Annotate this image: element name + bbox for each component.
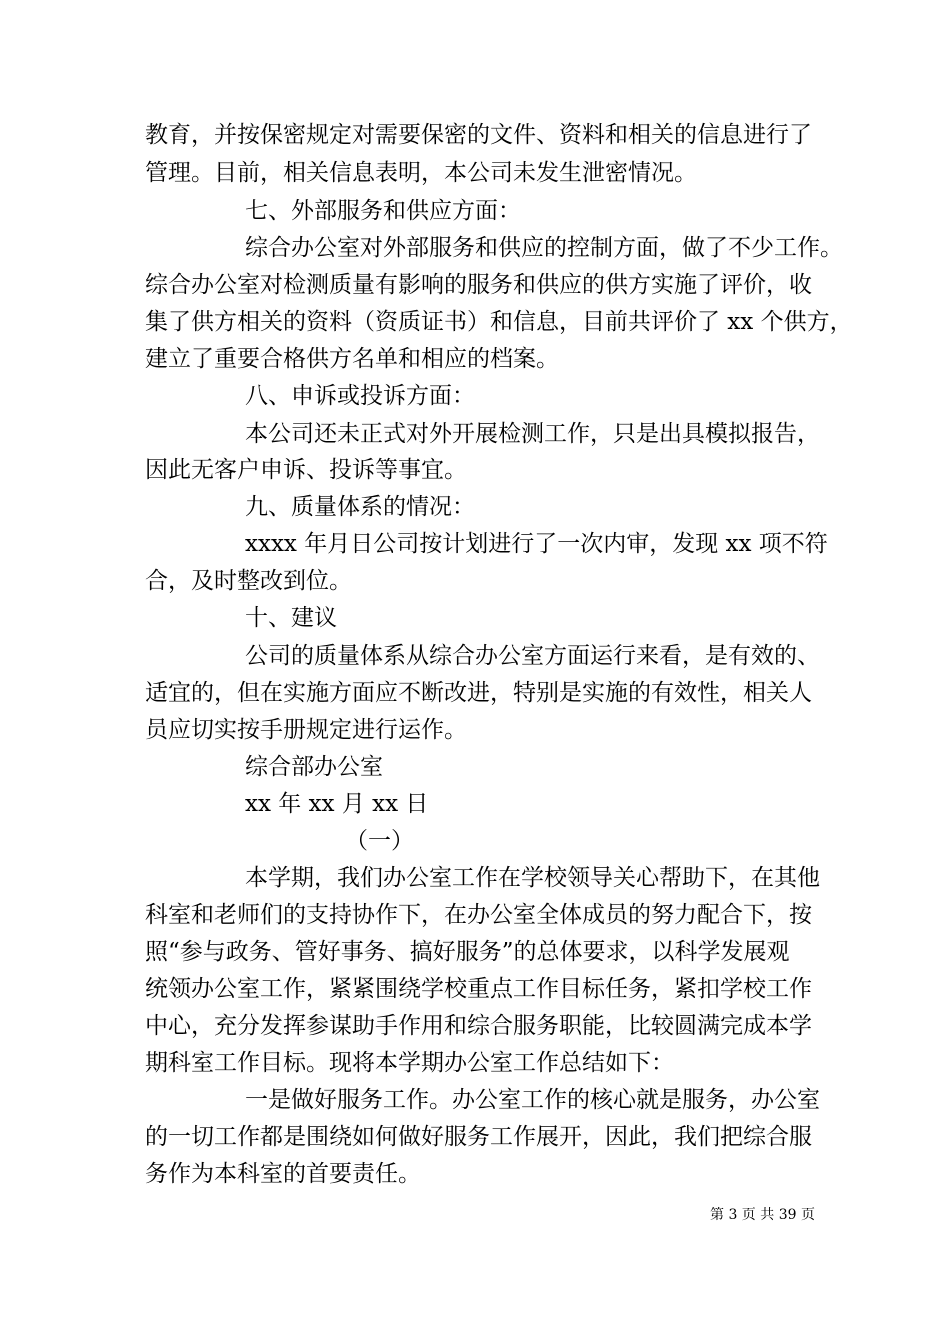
paragraph-line: 集了供方相关的资料（资质证书）和信息，目前共评价了 xx 个供方， <box>145 309 853 335</box>
paragraph-line: 适宜的，但在实施方面应不断改进，特别是实施的有效性，相关人 <box>145 680 812 706</box>
section-heading-8: 八、申诉或投诉方面： <box>245 383 475 409</box>
paragraph-line: 综合办公室对检测质量有影响的服务和供应的供方实施了评价，收 <box>145 272 812 298</box>
paragraph-line: 综合办公室对外部服务和供应的控制方面，做了不少工作。 <box>245 235 843 261</box>
paragraph-line: xxxx 年月日公司按计划进行了一次内审，发现 xx 项不符 <box>245 531 828 557</box>
paragraph-line: 期科室工作目标。现将本学期办公室工作总结如下： <box>145 1050 674 1076</box>
paragraph-line: 一是做好服务工作。办公室工作的核心就是服务，办公室 <box>245 1087 820 1113</box>
section-heading-10: 十、建议 <box>245 605 337 631</box>
page-number-footer: 第 3 页 共 39 页 <box>710 1207 815 1223</box>
paragraph-line: 务作为本科室的首要责任。 <box>145 1161 421 1187</box>
signature-date: xx 年 xx 月 xx 日 <box>245 791 429 817</box>
paragraph-line: 本学期，我们办公室工作在学校领导关心帮助下，在其他 <box>245 865 820 891</box>
paragraph-line: 员应切实按手册规定进行运作。 <box>145 717 467 743</box>
paragraph-line: 本公司还未正式对外开展检测工作，只是出具模拟报告， <box>245 421 820 447</box>
section-heading-7: 七、外部服务和供应方面： <box>245 198 521 224</box>
paragraph-line: 管理。目前，相关信息表明，本公司未发生泄密情况。 <box>145 160 697 186</box>
paragraph-line: 公司的质量体系从综合办公室方面运行来看，是有效的、 <box>245 643 820 669</box>
section-marker: （一） <box>345 828 414 854</box>
paragraph-line: 因此无客户申诉、投诉等事宜。 <box>145 457 467 483</box>
paragraph-line: 教育，并按保密规定对需要保密的文件、资料和相关的信息进行了 <box>145 122 812 148</box>
section-heading-9: 九、质量体系的情况： <box>245 494 475 520</box>
paragraph-line: 统领办公室工作，紧紧围绕学校重点工作目标任务，紧扣学校工作 <box>145 976 812 1002</box>
paragraph-line: 建立了重要合格供方名单和相应的档案。 <box>145 346 559 372</box>
paragraph-line: 的一切工作都是围绕如何做好服务工作展开，因此，我们把综合服 <box>145 1124 812 1150</box>
paragraph-line: 科室和老师们的支持协作下，在办公室全体成员的努力配合下，按 <box>145 902 812 928</box>
paragraph-line: 照“参与政务、管好事务、搞好服务”的总体要求，以科学发展观 <box>145 939 790 965</box>
paragraph-line: 合，及时整改到位。 <box>145 568 352 594</box>
paragraph-line: 中心，充分发挥参谋助手作用和综合服务职能，比较圆满完成本学 <box>145 1013 812 1039</box>
signature-department: 综合部办公室 <box>245 754 383 780</box>
